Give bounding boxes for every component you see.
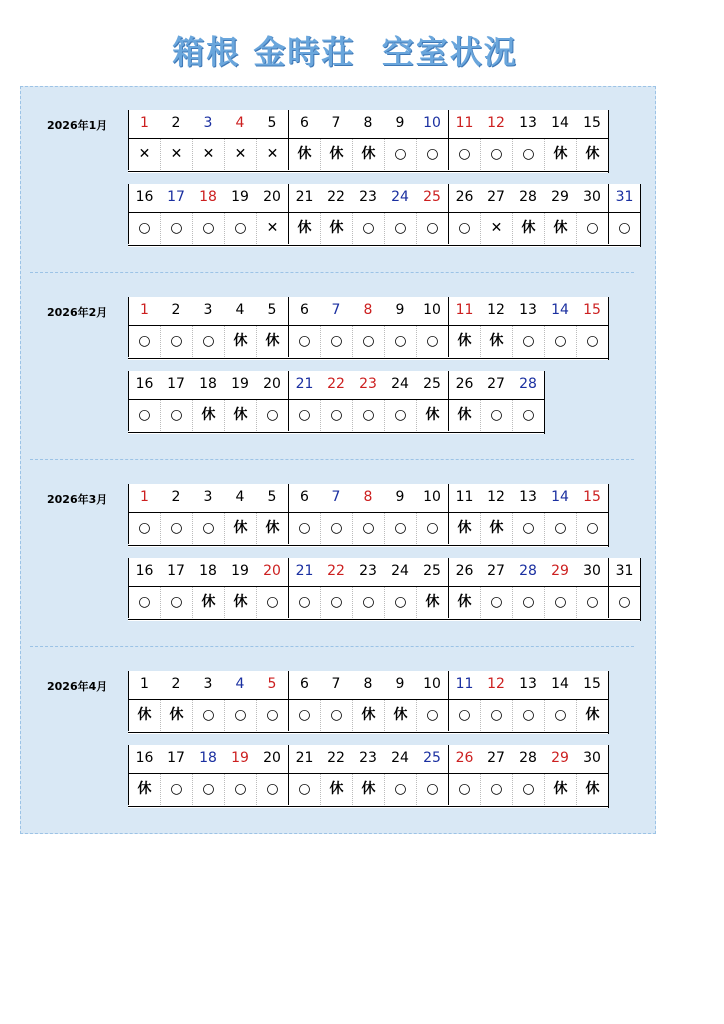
day-number: 25 [423, 189, 441, 205]
day-number: 1 [128, 671, 160, 699]
day-number: 5 [267, 302, 277, 318]
day-number: 7 [331, 676, 341, 692]
availability-status: ○ [416, 326, 448, 357]
availability-status: ○ [160, 774, 192, 805]
availability-status: ○ [448, 213, 480, 244]
day-number: 4 [235, 115, 245, 131]
availability-status: ✕ [256, 213, 288, 244]
day-number: 16 [128, 184, 160, 212]
availability-status: 休 [352, 700, 384, 731]
page-title: 箱根 金時荘 空室状況 [172, 33, 518, 71]
availability-status: ○ [192, 213, 224, 244]
day-number: 24 [391, 563, 409, 579]
day-number: 8 [363, 115, 373, 131]
availability-status: ○ [352, 513, 384, 544]
day-number: 24 [391, 376, 409, 392]
day-number: 5 [267, 489, 277, 505]
availability-status: ○ [192, 326, 224, 357]
day-number: 16 [128, 745, 160, 773]
availability-status: ✕ [128, 139, 160, 170]
day-number: 16 [128, 371, 160, 399]
availability-status: ○ [384, 326, 416, 357]
availability-status: 休 [224, 587, 256, 618]
day-number: 3 [203, 676, 213, 692]
grid-line [128, 545, 608, 546]
availability-status: ○ [160, 213, 192, 244]
availability-status: ○ [512, 326, 544, 357]
day-number: 2 [171, 115, 181, 131]
calendar-week-grid-jan-2 [128, 184, 641, 247]
day-number: 16 [128, 558, 160, 586]
day-number: 28 [519, 376, 537, 392]
availability-status: ○ [448, 139, 480, 170]
grid-line [128, 171, 608, 172]
availability-status: 休 [576, 774, 608, 805]
day-number: 15 [583, 115, 601, 131]
availability-status: 休 [320, 139, 352, 170]
availability-status: ○ [512, 700, 544, 731]
day-number: 24 [391, 189, 409, 205]
day-number: 19 [231, 189, 249, 205]
day-number: 17 [167, 563, 185, 579]
month-divider [30, 459, 634, 460]
day-number: 10 [423, 489, 441, 505]
availability-status: ○ [288, 774, 320, 805]
availability-status: ○ [416, 139, 448, 170]
availability-status: ○ [192, 774, 224, 805]
day-number: 30 [583, 189, 601, 205]
availability-status: ○ [480, 774, 512, 805]
month-label-feb: 2026年2月 [47, 306, 108, 319]
day-number: 31 [608, 558, 640, 586]
day-number: 18 [199, 750, 217, 766]
availability-status: ○ [224, 774, 256, 805]
day-number: 7 [331, 489, 341, 505]
availability-status: 休 [160, 700, 192, 731]
availability-status: ○ [384, 587, 416, 618]
day-number: 3 [203, 302, 213, 318]
day-number: 21 [288, 184, 320, 212]
availability-status: ○ [384, 139, 416, 170]
day-number: 26 [448, 558, 480, 586]
availability-status: ○ [416, 213, 448, 244]
day-number: 25 [423, 750, 441, 766]
day-number: 28 [519, 563, 537, 579]
day-number: 11 [448, 484, 480, 512]
availability-status: ○ [544, 587, 576, 618]
availability-status: ○ [224, 213, 256, 244]
day-number: 22 [327, 750, 345, 766]
day-number: 3 [203, 489, 213, 505]
day-number: 12 [487, 302, 505, 318]
day-number: 24 [391, 750, 409, 766]
day-number: 13 [519, 302, 537, 318]
day-number: 18 [199, 563, 217, 579]
day-number: 21 [288, 371, 320, 399]
day-number: 23 [359, 376, 377, 392]
day-number: 29 [551, 750, 569, 766]
day-number: 10 [423, 115, 441, 131]
day-number: 28 [519, 189, 537, 205]
day-number: 9 [395, 115, 405, 131]
day-number: 23 [359, 750, 377, 766]
availability-status: ○ [448, 700, 480, 731]
availability-status: 休 [448, 326, 480, 357]
availability-status: ○ [416, 513, 448, 544]
availability-status: ○ [608, 213, 640, 244]
day-number: 5 [267, 676, 277, 692]
availability-status: ○ [512, 774, 544, 805]
calendar-week-grid-feb-1 [128, 297, 609, 360]
availability-status: ✕ [160, 139, 192, 170]
availability-status: 休 [320, 213, 352, 244]
availability-status: ○ [288, 587, 320, 618]
day-number: 15 [583, 676, 601, 692]
availability-status: 休 [192, 400, 224, 431]
availability-status: ○ [352, 400, 384, 431]
day-number: 15 [583, 302, 601, 318]
availability-status: ✕ [224, 139, 256, 170]
month-label-apr: 2026年4月 [47, 680, 108, 693]
day-number: 28 [519, 750, 537, 766]
day-number: 26 [448, 745, 480, 773]
day-number: 14 [551, 302, 569, 318]
day-number: 23 [359, 189, 377, 205]
day-number: 2 [171, 302, 181, 318]
day-number: 4 [235, 302, 245, 318]
availability-status: ○ [320, 513, 352, 544]
availability-status: ○ [160, 513, 192, 544]
availability-status: ○ [160, 326, 192, 357]
day-number: 13 [519, 115, 537, 131]
grid-line [128, 732, 608, 733]
day-number: 6 [288, 297, 320, 325]
grid-line [128, 245, 640, 246]
day-number: 9 [395, 489, 405, 505]
day-number: 30 [583, 563, 601, 579]
day-number: 1 [128, 110, 160, 138]
day-number: 18 [199, 189, 217, 205]
day-number: 21 [288, 558, 320, 586]
day-number: 20 [263, 563, 281, 579]
day-number: 4 [235, 489, 245, 505]
availability-status: ○ [512, 513, 544, 544]
calendar-week-grid-jan-1 [128, 110, 609, 173]
availability-status: ○ [448, 774, 480, 805]
availability-status: ○ [288, 400, 320, 431]
day-number: 1 [128, 297, 160, 325]
day-number: 5 [267, 115, 277, 131]
grid-line [128, 619, 640, 620]
day-number: 13 [519, 489, 537, 505]
availability-status: 休 [352, 774, 384, 805]
availability-status: 休 [288, 139, 320, 170]
availability-status: ○ [288, 700, 320, 731]
calendar-week-grid-apr-2 [128, 745, 609, 808]
availability-status: 休 [448, 587, 480, 618]
day-number: 31 [608, 184, 640, 212]
availability-status: ○ [480, 700, 512, 731]
calendar-week-grid-mar-1 [128, 484, 609, 547]
day-number: 11 [448, 110, 480, 138]
availability-status: ○ [384, 774, 416, 805]
availability-status: ○ [256, 774, 288, 805]
availability-status: ○ [576, 326, 608, 357]
availability-status: ✕ [256, 139, 288, 170]
availability-status: 休 [576, 700, 608, 731]
availability-status: ○ [544, 326, 576, 357]
day-number: 1 [128, 484, 160, 512]
availability-status: ○ [192, 700, 224, 731]
availability-status: 休 [544, 139, 576, 170]
day-number: 26 [448, 371, 480, 399]
day-number: 7 [331, 115, 341, 131]
day-number: 23 [359, 563, 377, 579]
availability-status: ○ [512, 400, 544, 431]
availability-status: ○ [352, 213, 384, 244]
availability-status: ○ [224, 700, 256, 731]
availability-status: ○ [512, 587, 544, 618]
day-number: 19 [231, 750, 249, 766]
availability-status: 休 [544, 213, 576, 244]
day-number: 13 [519, 676, 537, 692]
day-number: 14 [551, 115, 569, 131]
availability-status: ○ [160, 400, 192, 431]
month-divider [30, 272, 634, 273]
availability-status: ○ [320, 587, 352, 618]
month-divider [30, 646, 634, 647]
availability-status: ○ [128, 587, 160, 618]
calendar-week-grid-feb-2 [128, 371, 545, 434]
availability-status: ○ [576, 587, 608, 618]
availability-status: ○ [544, 513, 576, 544]
day-number: 27 [487, 563, 505, 579]
grid-line [128, 358, 608, 359]
day-number: 29 [551, 189, 569, 205]
day-number: 20 [263, 376, 281, 392]
availability-status: ○ [544, 700, 576, 731]
availability-status: ✕ [480, 213, 512, 244]
day-number: 26 [448, 184, 480, 212]
day-number: 27 [487, 189, 505, 205]
day-number: 19 [231, 563, 249, 579]
day-number: 8 [363, 676, 373, 692]
availability-status: ○ [416, 774, 448, 805]
day-number: 10 [423, 302, 441, 318]
availability-status: ○ [384, 513, 416, 544]
availability-status: ○ [128, 213, 160, 244]
day-number: 17 [167, 189, 185, 205]
availability-status: 休 [256, 326, 288, 357]
day-number: 12 [487, 115, 505, 131]
availability-status: 休 [384, 700, 416, 731]
availability-status: 休 [416, 400, 448, 431]
availability-status: ○ [576, 213, 608, 244]
availability-status: ○ [128, 326, 160, 357]
day-number: 21 [288, 745, 320, 773]
availability-status: ○ [256, 400, 288, 431]
availability-status: ○ [320, 700, 352, 731]
availability-status: 休 [256, 513, 288, 544]
day-number: 20 [263, 189, 281, 205]
day-number: 2 [171, 489, 181, 505]
day-number: 19 [231, 376, 249, 392]
availability-status: 休 [320, 774, 352, 805]
availability-status: 休 [480, 326, 512, 357]
availability-status: ○ [288, 513, 320, 544]
day-number: 6 [288, 110, 320, 138]
day-number: 2 [171, 676, 181, 692]
availability-status: 休 [224, 326, 256, 357]
availability-status: ○ [480, 400, 512, 431]
availability-status: 休 [224, 513, 256, 544]
day-number: 8 [363, 302, 373, 318]
availability-status: 休 [416, 587, 448, 618]
availability-status: ○ [192, 513, 224, 544]
day-number: 27 [487, 750, 505, 766]
day-number: 6 [288, 671, 320, 699]
day-number: 17 [167, 376, 185, 392]
day-number: 7 [331, 302, 341, 318]
month-label-mar: 2026年3月 [47, 493, 108, 506]
availability-status: 休 [128, 774, 160, 805]
availability-status: ○ [352, 587, 384, 618]
availability-status: 休 [480, 513, 512, 544]
availability-status: ○ [320, 400, 352, 431]
availability-status: 休 [288, 213, 320, 244]
day-number: 14 [551, 676, 569, 692]
day-number: 12 [487, 676, 505, 692]
availability-status: ○ [288, 326, 320, 357]
day-number: 8 [363, 489, 373, 505]
day-number: 27 [487, 376, 505, 392]
availability-status: ○ [320, 326, 352, 357]
availability-status: ○ [480, 139, 512, 170]
day-number: 9 [395, 676, 405, 692]
availability-status: ○ [384, 213, 416, 244]
day-number: 11 [448, 297, 480, 325]
day-number: 14 [551, 489, 569, 505]
availability-status: ○ [128, 513, 160, 544]
day-number: 22 [327, 376, 345, 392]
day-number: 17 [167, 750, 185, 766]
day-number: 3 [203, 115, 213, 131]
availability-status: ○ [256, 700, 288, 731]
availability-status: ○ [256, 587, 288, 618]
availability-status: 休 [128, 700, 160, 731]
day-number: 10 [423, 676, 441, 692]
availability-status: 休 [448, 513, 480, 544]
availability-status: ○ [608, 587, 640, 618]
calendar-week-grid-apr-1 [128, 671, 609, 734]
day-number: 4 [235, 676, 245, 692]
availability-status: ○ [160, 587, 192, 618]
day-number: 15 [583, 489, 601, 505]
availability-status: ○ [480, 587, 512, 618]
availability-status: 休 [224, 400, 256, 431]
day-number: 6 [288, 484, 320, 512]
availability-status: ○ [352, 326, 384, 357]
availability-status: ○ [512, 139, 544, 170]
day-number: 11 [448, 671, 480, 699]
availability-status: 休 [192, 587, 224, 618]
month-label-jan: 2026年1月 [47, 119, 108, 132]
day-number: 9 [395, 302, 405, 318]
availability-status: 休 [544, 774, 576, 805]
day-number: 29 [551, 563, 569, 579]
grid-line [128, 432, 544, 433]
day-number: 20 [263, 750, 281, 766]
availability-status: ○ [576, 513, 608, 544]
availability-status: ○ [128, 400, 160, 431]
availability-status: ○ [384, 400, 416, 431]
availability-status: 休 [576, 139, 608, 170]
grid-line [128, 806, 608, 807]
availability-status: ○ [416, 700, 448, 731]
calendar-week-grid-mar-2 [128, 558, 641, 621]
availability-status: 休 [448, 400, 480, 431]
availability-status: 休 [352, 139, 384, 170]
day-number: 22 [327, 563, 345, 579]
day-number: 22 [327, 189, 345, 205]
availability-status: ✕ [192, 139, 224, 170]
day-number: 12 [487, 489, 505, 505]
day-number: 30 [583, 750, 601, 766]
day-number: 25 [423, 563, 441, 579]
day-number: 18 [199, 376, 217, 392]
day-number: 25 [423, 376, 441, 392]
availability-status: 休 [512, 213, 544, 244]
